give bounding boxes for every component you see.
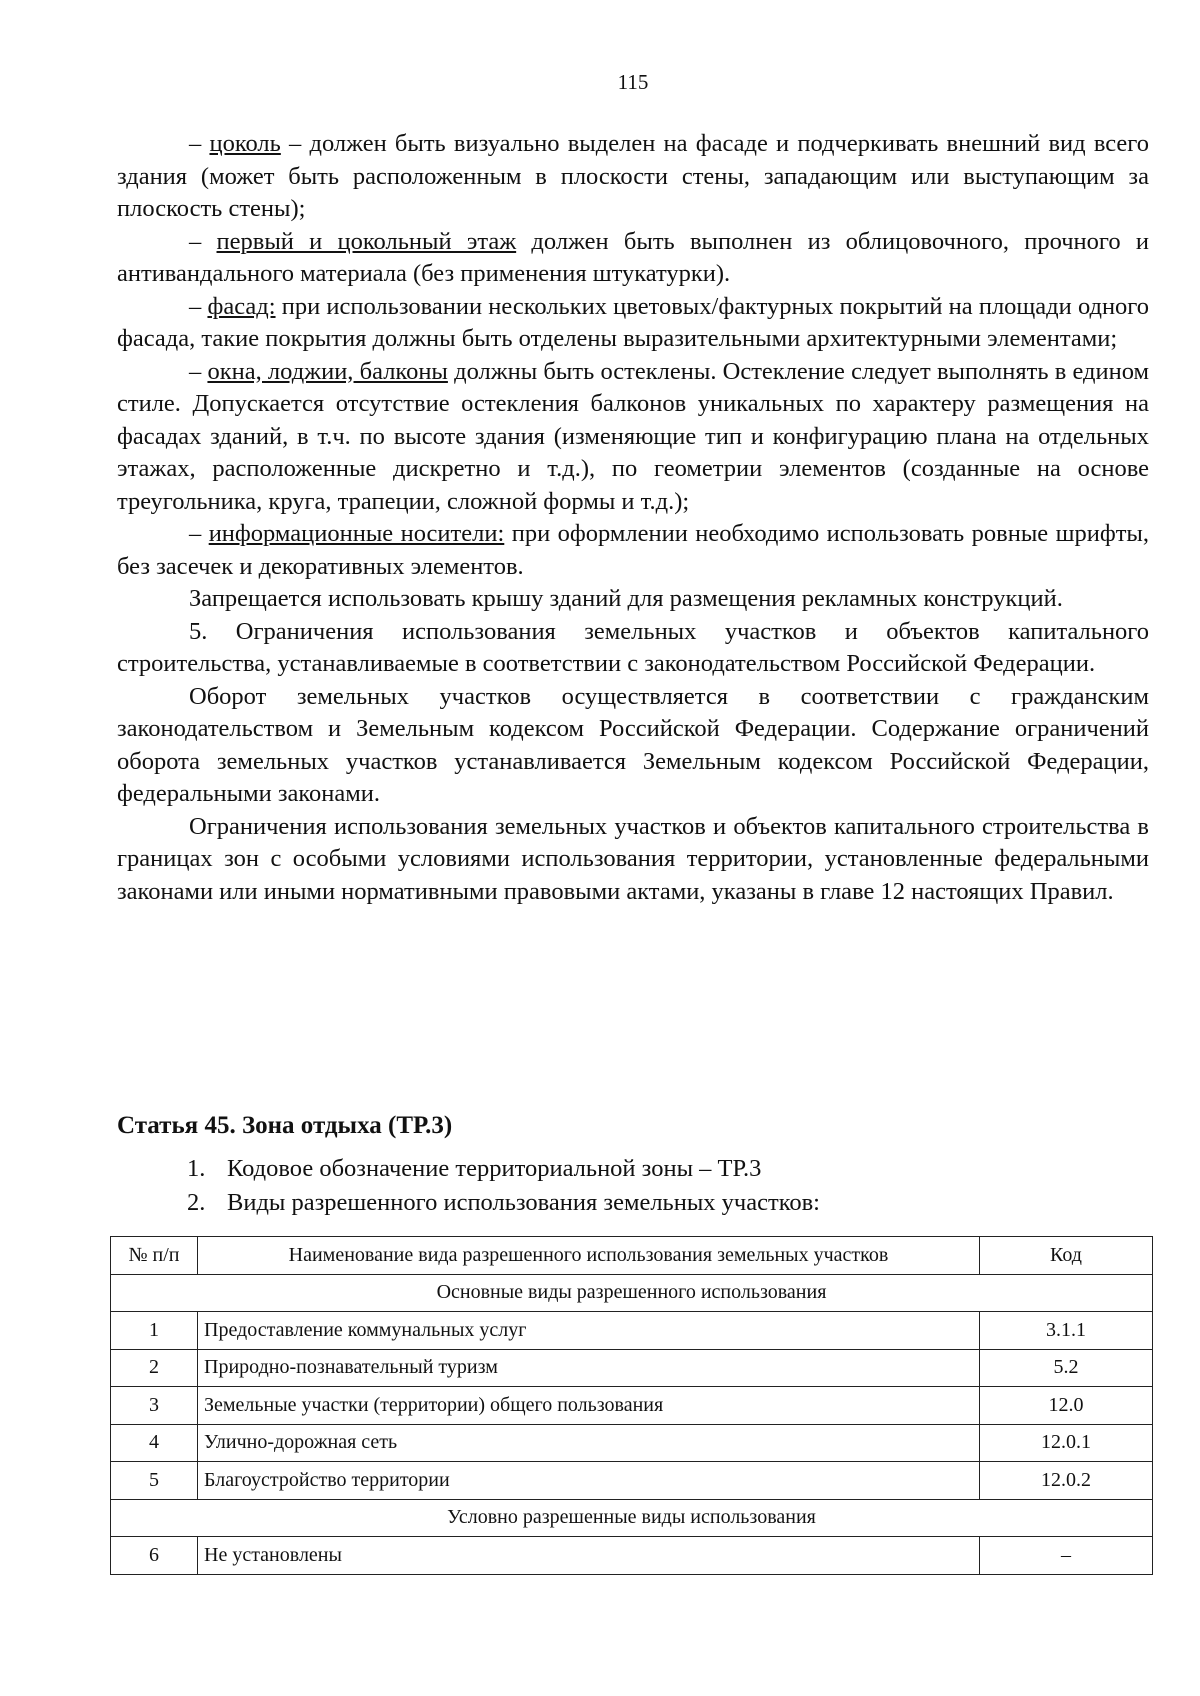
section-conditional-uses: Условно разрешенные виды использования: [111, 1499, 1153, 1537]
table-row: 1 Предоставление коммунальных услуг 3.1.1: [111, 1312, 1153, 1350]
list-item: 2. Виды разрешенного использования земельных участков:: [187, 1189, 820, 1216]
list-item: 1. Кодовое обозначение территориальной зоны – ТР.3: [187, 1155, 762, 1182]
table-row: 2 Природно-познавательный туризм 5.2: [111, 1349, 1153, 1387]
page-number: 115: [617, 70, 649, 94]
paragraph-special-zones: Ограничения использования земельных участков и объектов капитального строительства в границах зон с особыми условиями использования территории, установленные федеральными законами или иными нормативными правовыми актами, указаны в главе 12 настоящих Правил.: [117, 812, 1149, 905]
paragraph-turnover: Оборот земельных участков осуществляется в соответствии с гражданским законодательством и Земельным кодексом Российской Федерации. Содержание ограничений оборота земельных участков устанавливается Земельным кодексом Российской Федерации, федеральными законами.: [117, 682, 1149, 807]
table-row: 6 Не установлены –: [111, 1537, 1153, 1575]
header-number: № п/п: [111, 1237, 198, 1275]
table-section-row: [111, 1274, 1153, 1312]
body-text: [117, 128, 1149, 908]
paragraph-restrictions: 5. Ограничения использования земельных участков и объектов капитального строительства, устанавливаемые в соответствии с законодательством Российской Федерации.: [117, 617, 1149, 677]
paragraph-first-floor: – первый и цокольный этаж должен быть выполнен из облицовочного, прочного и антивандального материала (без применения штукатурки).: [117, 227, 1149, 287]
section-main-uses: Основные виды разрешенного использования: [111, 1274, 1153, 1312]
land-use-table: [110, 1236, 1153, 1575]
table-header-row: [111, 1237, 1153, 1275]
table-section-row: [111, 1499, 1153, 1537]
article-heading: Статья 45. Зона отдыха (ТР.3): [117, 1112, 453, 1139]
numbered-list: [187, 1152, 820, 1220]
paragraph-plinth: – цоколь – должен быть визуально выделен на фасаде и подчеркивать внешний вид всего здания (может быть расположенным в плоскости стены, западающим или выступающим за плоскость стены);: [117, 130, 1149, 222]
paragraph-info-carriers: – информационные носители: при оформлении необходимо использовать ровные шрифты, без засечек и декоративных элементов.: [117, 520, 1150, 580]
table-row: 5 Благоустройство территории 12.0.2: [111, 1462, 1153, 1500]
header-name: Наименование вида разрешенного использования земельных участков: [198, 1237, 980, 1275]
table-row: 3 Земельные участки (территории) общего пользования 12.0: [111, 1387, 1153, 1425]
paragraph-windows: – окна, лоджии, балконы должны быть остеклены. Остекление следует выполнять в едином стиле. Допускается отсутствие остекления балконов уникальных по характеру размещения на фасадах зданий, в т.ч. по высоте здания (изменяющие тип и конфигурацию плана на отдельных этажах, расположенные дискретно и т.д.), по геометрии элементов (созданные на основе треугольника, круга, трапеции, сложной формы и т.д.);: [117, 357, 1149, 515]
paragraph-facade: – фасад: при использовании нескольких цветовых/фактурных покрытий на площади одного фасада, такие покрытия должны быть отделены выразительными архитектурными элементами;: [117, 292, 1150, 352]
paragraph-roof-ban: Запрещается использовать крышу зданий для размещения рекламных конструкций.: [189, 585, 1063, 612]
table-row: 4 Улично-дорожная сеть 12.0.1: [111, 1424, 1153, 1462]
header-code: Код: [980, 1237, 1153, 1275]
